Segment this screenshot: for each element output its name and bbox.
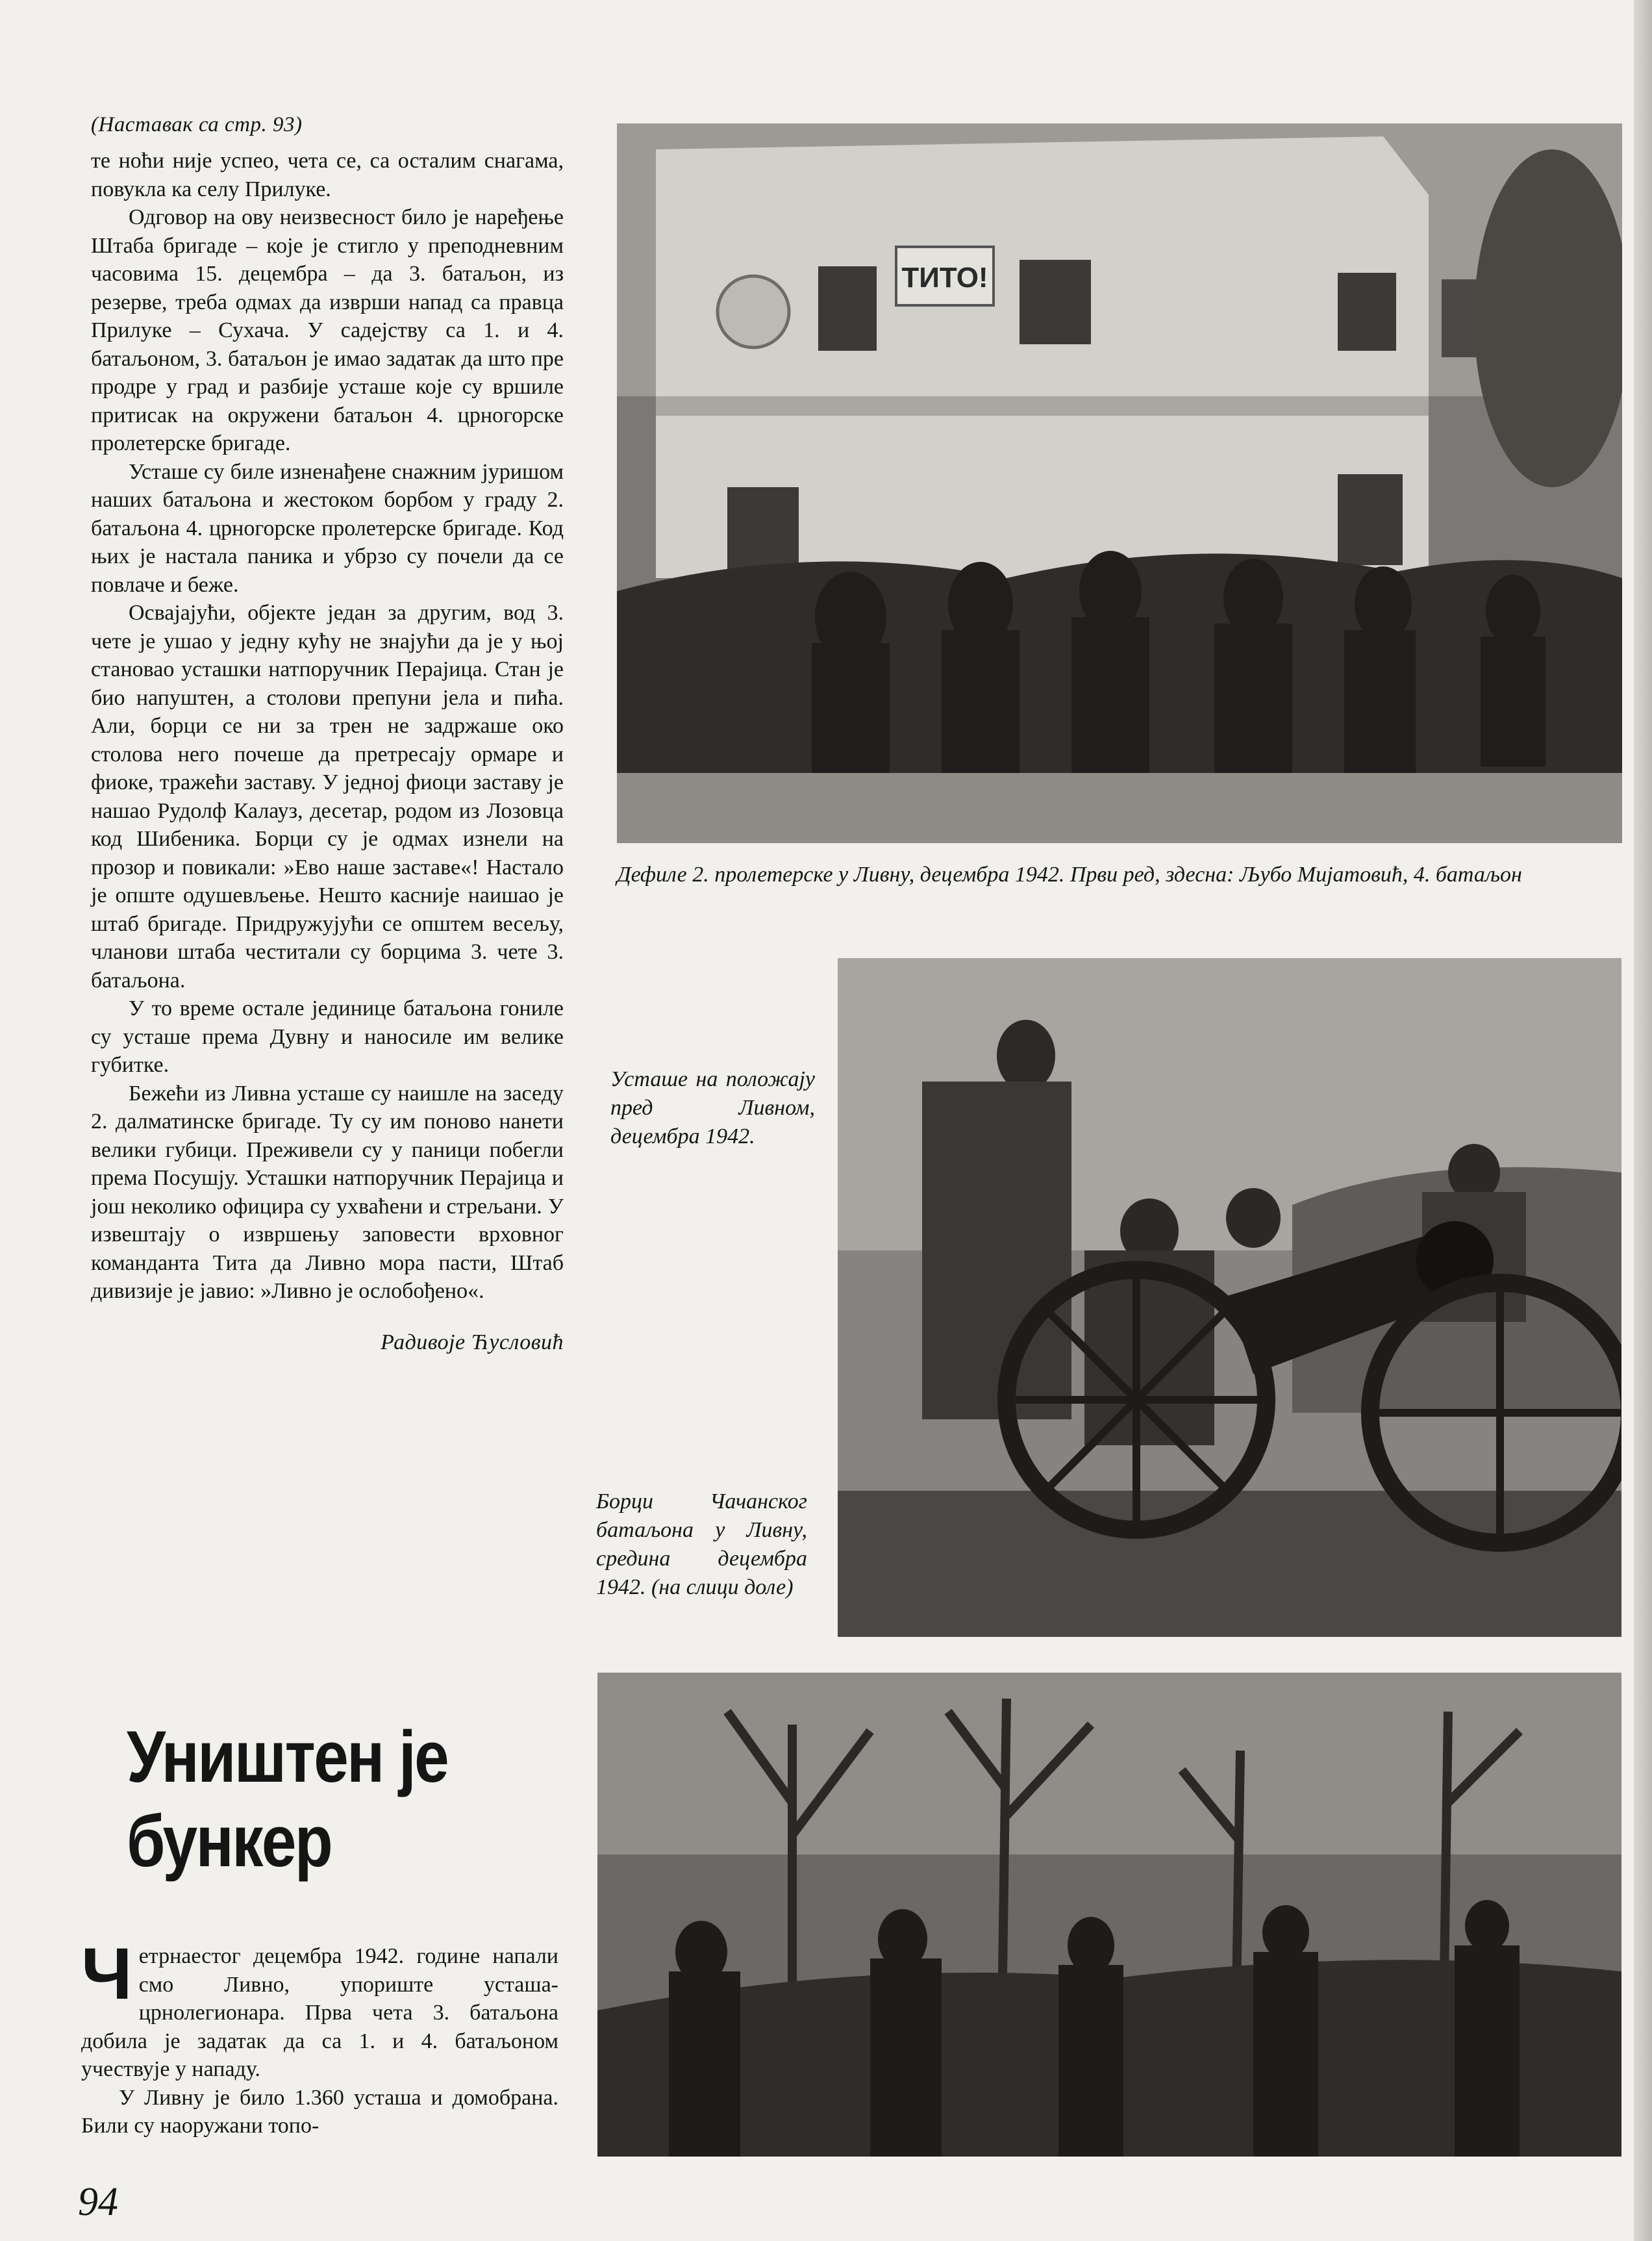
title-line: Уништен је bbox=[127, 1716, 448, 1797]
scan-edge bbox=[1634, 0, 1652, 2241]
slogan-sign: ТИТО! bbox=[901, 262, 988, 294]
title-line: бункер bbox=[127, 1801, 332, 1882]
paragraph: У Ливну је било 1.360 усташа и домобрана. Били су наоружани топо- bbox=[81, 2085, 558, 2138]
paragraph: Одговор на ову неизвесност било је наређење Штаба бригаде – које је стигло у преподневним часовима 15. децембра – да 3. батаљон, из резерве, треба одмах да изврши напад са правца Прилуке – Сухача. У садејству са 1. и 4. батаљоном, 3. батаљон је имао задатак да што пре продре у град и разбије усташе које су вршиле притисак на окружени батаљон 4. црногорске пролетерске бригаде. bbox=[91, 205, 564, 455]
photo-parade bbox=[617, 123, 1622, 843]
page-number: 94 bbox=[78, 2180, 118, 2224]
paragraph-text: етрнаестог децембра 1942. године напали смо Ливно, упориште усташа-црнолегионара. Прва чета 3. батаљона добила је задатак да са 1. и 4. батаљоном учествује у нападу. bbox=[81, 1944, 558, 2081]
paragraph: Бежећи из Ливна усташе су наишле на заседу 2. далматинске бригаде. Ту су им поново нанети велики губици. Преживели су у паници побегли према Посушју. Усташки натпоручник Перајица и још неколико официра су ухваћени и стрељани. У извештају о извршењу заповести врховног команданта Тита да Ливно мора пасти, Штаб дивизије је јавио: »Ливно је ослобођено«. bbox=[91, 1081, 564, 1303]
caption-parade: Дефиле 2. пролетерске у Ливну, децембра 1942. Први ред, здесна: Љубо Мијатовић, 4. батаљон bbox=[617, 863, 1522, 887]
caption-cacak-battalion: Борци Чачанског батаљона у Ливну, средина децембра 1942. (на слици доле) bbox=[596, 1489, 807, 1599]
paragraph: У то време остале јединице батаљона гониле су усташе према Дувну и наносиле им велике губитке. bbox=[91, 996, 564, 1077]
continued-note: (Наставак са стр. 93) bbox=[91, 113, 303, 136]
article-title bbox=[127, 1715, 518, 1884]
artillery-photo-illustration bbox=[838, 958, 1621, 1637]
drop-cap: Ч bbox=[81, 1933, 132, 2014]
paragraph: Усташе су биле изненађене снажним јуришом наших батаљона и жестоком борбом у граду 2. батаљона 4. црногорске пролетерске бригаде. Код њих је настала паника и убрзо су почели да се повлаче и беже. bbox=[91, 459, 564, 597]
article-body bbox=[81, 1933, 558, 2140]
parade-photo-illustration bbox=[617, 123, 1622, 843]
photo-fighters-column bbox=[597, 1673, 1621, 2157]
caption-artillery: Усташе на положају пред Ливном, децембра 1942. bbox=[610, 1067, 815, 1148]
article-continuation bbox=[91, 110, 564, 1355]
photo-artillery bbox=[838, 958, 1621, 1637]
author-signature: Радивоје Ћусловић bbox=[381, 1330, 564, 1354]
paragraph: Освајајући, објекте један за другим, вод 3. чете је ушао у једну кућу не знајући да је у њој становао усташки натпоручник Перајица. Стан је био напуштен, а столови препуни јела и пића. Али, борци се ни за трен не задржаше око столова него почеше да претресају ормаре и фиоке, тражећи заставу. У једној фиоци заставу је нашао Рудолф Калауз, десетар, родом из Лозовца код Шибеника. Борци су је одмах изнели на прозор и повикали: »Ево наше заставе«! Настало је опште одушевљење. Нешто касније наишао је штаб бригаде. Придружујући се општем весељу, чланови штаба честитали су борцима 3. чете 3. батаљона. bbox=[91, 601, 564, 993]
paragraph: те ноћи није успео, чета се, са осталим снагама, повукла ка селу Прилуке. bbox=[91, 149, 564, 201]
paragraph bbox=[81, 1933, 558, 2084]
fighters-photo-illustration bbox=[597, 1673, 1621, 2157]
